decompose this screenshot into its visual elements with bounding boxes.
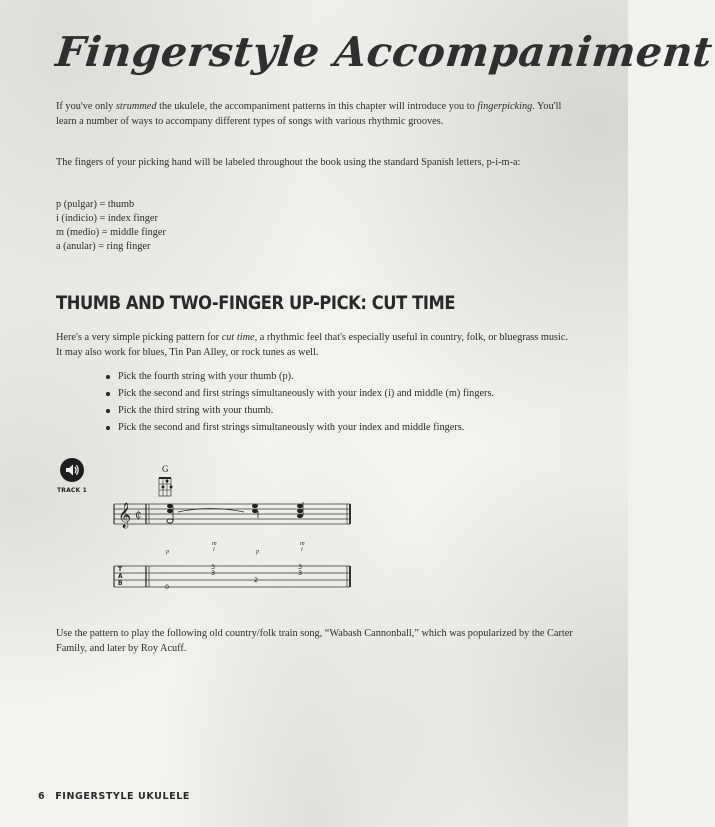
picking-step: Pick the third string with your thumb. <box>104 402 494 419</box>
cut-time-icon: ₵ <box>135 510 142 521</box>
svg-text:2: 2 <box>254 576 259 584</box>
svg-text:3: 3 <box>298 569 303 577</box>
page-title: Fingerstyle Accompaniment <box>53 28 715 76</box>
track-label: TRACK 1 <box>56 487 88 494</box>
section-description: Here's a very simple picking pattern for cut time, a rhythmic feel that's especially useful in country, folk, or bluegrass music. It may also work for blues, Tin Pan Alley, or rock tunes as well. <box>56 332 569 358</box>
svg-text:T: T <box>118 566 123 573</box>
tab-clef <box>118 566 123 587</box>
finger-label-item: p (pulgar) = thumb <box>56 199 135 210</box>
svg-text:3: 3 <box>211 569 216 577</box>
svg-text:A: A <box>118 573 123 580</box>
svg-text:i: i <box>213 546 215 553</box>
notation-staff <box>114 504 350 524</box>
closing-paragraph: Use the pattern to play the following old country/folk train song, “Wabash Cannonball,” which was popularized by the Carter Family, and later by Roy Acuff. <box>56 628 573 654</box>
speaker-icon <box>60 458 84 482</box>
svg-text:3: 3 <box>298 563 303 571</box>
page-footer <box>38 791 190 802</box>
svg-text:3: 3 <box>211 563 216 571</box>
finger-label-list <box>56 198 166 254</box>
picking-steps-list <box>104 368 494 436</box>
svg-text:m: m <box>300 540 305 547</box>
svg-text:i: i <box>301 546 303 553</box>
svg-text:p: p <box>166 548 170 555</box>
svg-text:m: m <box>212 540 217 547</box>
fingering-labels <box>165 540 305 555</box>
book-title: FINGERSTYLE UKULELE <box>55 791 190 802</box>
picking-step: Pick the second and first strings simultaneously with your index and middle fingers. <box>104 419 494 436</box>
section-heading: THUMB AND TWO-FINGER UP-PICK: CUT TIME <box>56 292 456 314</box>
fingers-intro-paragraph: The fingers of your picking hand will be labeled throughout the book using the standard Spanish letters, p-i-m-a: <box>56 157 521 168</box>
picking-step: Pick the fourth string with your thumb (p). <box>104 368 494 385</box>
notes <box>167 502 303 523</box>
svg-text:B: B <box>118 580 123 587</box>
intro-paragraph: If you've only strummed the ukulele, the accompaniment patterns in this chapter will introduce you to fingerpicking. You'll learn a number of ways to accompany different types of songs with various rhythmic grooves. <box>56 101 562 127</box>
chord-diagram <box>159 478 173 496</box>
finger-label-item: i (indicio) = index finger <box>56 213 158 224</box>
chord-name: G <box>162 464 169 474</box>
treble-clef-icon: 𝄞 <box>118 503 132 528</box>
page-number: 6 <box>38 791 46 802</box>
music-notation <box>110 462 370 597</box>
svg-text:p: p <box>256 548 260 555</box>
finger-label-item: a (anular) = ring finger <box>56 241 151 252</box>
picking-step: Pick the second and first strings simultaneously with your index (i) and middle (m) fingers. <box>104 385 494 402</box>
audio-track-button[interactable] <box>55 458 89 494</box>
finger-label-item: m (medio) = middle finger <box>56 227 166 238</box>
tab-staff <box>114 566 350 587</box>
svg-text:0: 0 <box>165 583 170 591</box>
